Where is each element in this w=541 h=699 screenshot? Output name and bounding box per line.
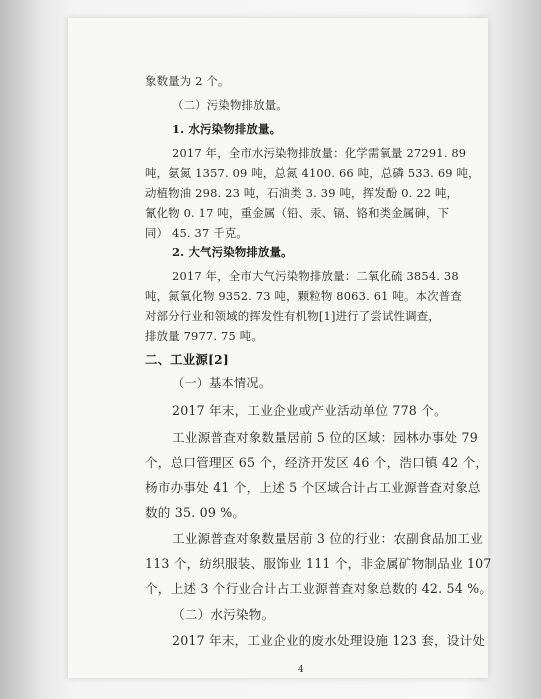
text-line: 对部分行业和领域的挥发性有机物[1]进行了尝试性调查， [145,309,440,323]
text-line: 2017 年，全市水污染物排放量：化学需氧量 27291. 89 [172,146,467,160]
text-line: 个，上述 3 个行业合计占工业源普查对象总数的 42. 54 %。 [145,581,493,596]
chapter-heading: 二、工业源[2] [145,352,229,367]
text-line: 2017 年末，工业企业或产业活动单位 778 个。 [172,403,447,418]
text-line: 动植物油 298. 23 吨，石油类 3. 39 吨，挥发酚 0. 22 吨， [145,186,459,200]
text-line: 杨市办事处 41 个，上述 5 个区域合计占工业源普查对象总 [145,480,481,495]
section-heading: （二）污染物排放量。 [172,98,288,112]
section-heading: （一）基本情况。 [172,376,272,390]
text-line: 吨，氮氧化物 9352. 73 吨，颗粒物 8063. 61 吨。本次普查 [145,289,462,303]
text-line: 数的 35. 09 %。 [145,505,246,520]
text-line: 个，总口管理区 65 个，经济开发区 46 个，浩口镇 42 个， [145,455,489,470]
text-line: 工业源普查对象数量居前 3 位的行业：农副食品加工业 [172,531,483,546]
subsection-heading: 2. 大气污染物排放量。 [172,245,293,259]
text-line: 同） 45. 37 千克。 [145,226,249,240]
text-line: 113 个，纺织服装、服饰业 111 个，非金属矿物制品业 107 [145,556,492,571]
text-line: 2017 年末，工业企业的废水处理设施 123 套，设计处 [172,633,486,648]
text-line: 吨，氨氮 1357. 09 吨，总氮 4100. 66 吨，总磷 533. 69 吨， [145,166,480,180]
text-line: 工业源普查对象数量居前 5 位的区域：园林办事处 79 [172,430,478,445]
section-heading: （二）水污染物。 [172,607,275,622]
text-line: 2017 年，全市大气污染物排放量：二氧化硫 3854. 38 [172,269,459,283]
text-line: 象数量为 2 个。 [145,74,230,88]
text-line: 排放量 7977. 75 吨。 [145,329,263,343]
page-number: 4 [298,665,304,675]
text-line: 氰化物 0. 17 吨，重金属（铅、汞、镉、铬和类金属砷，下 [145,206,450,220]
subsection-heading: 1. 水污染物排放量。 [172,122,282,136]
